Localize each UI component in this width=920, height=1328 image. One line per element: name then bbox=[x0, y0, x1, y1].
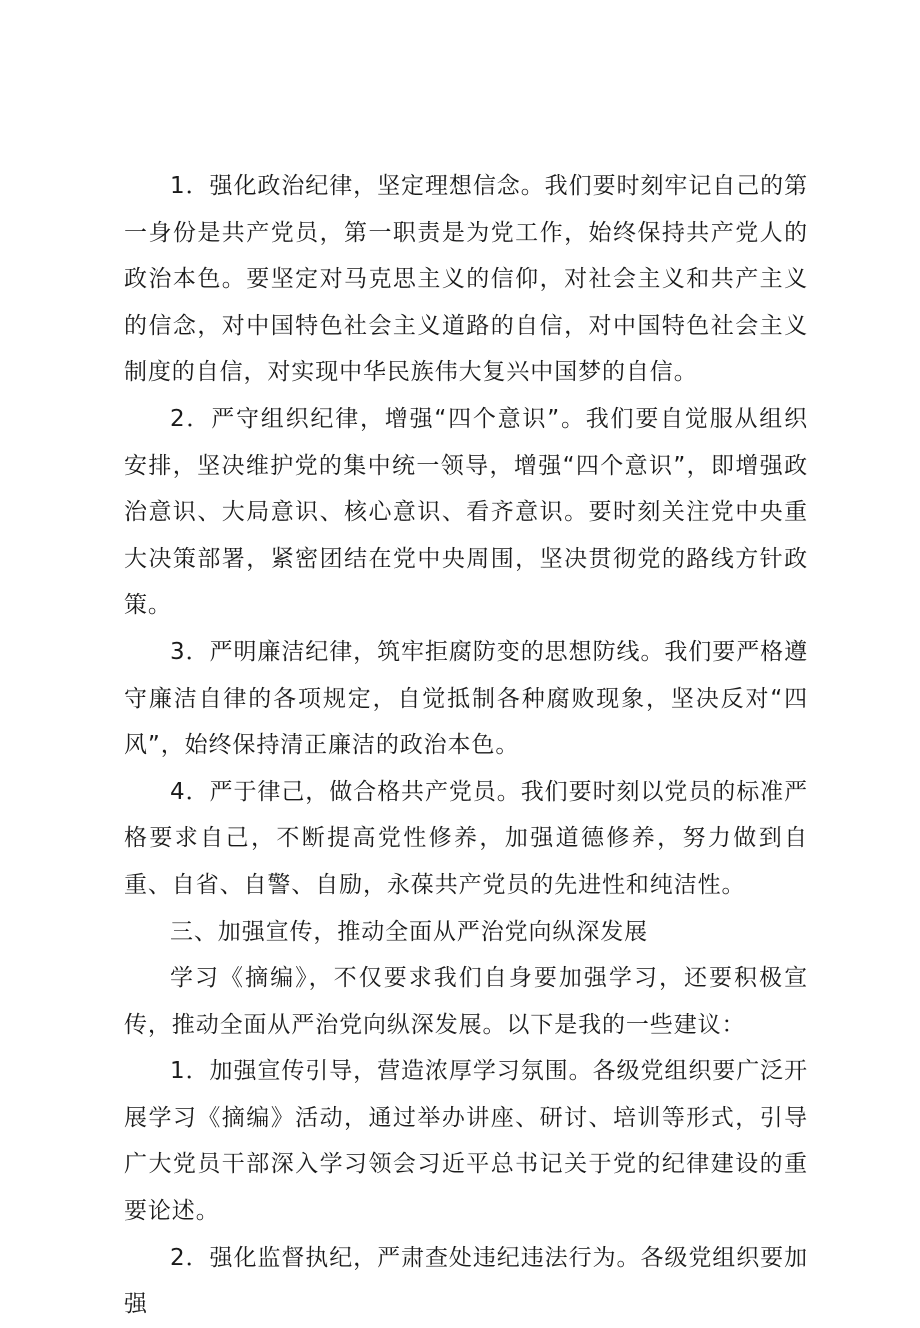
document-body bbox=[124, 163, 808, 1328]
paragraph-political-discipline: 1．强化政治纪律，坚定理想信念。我们要时刻牢记自己的第一身份是共产党员，第一职责是为党工作，始终保持共产党人的政治本色。要坚定对马克思主义的信仰，对社会主义和共产主义的信念，对中国特色社会主义道路的自信，对中国特色社会主义制度的自信，对实现中华民族伟大复兴中国梦的自信。 bbox=[124, 173, 808, 386]
paragraph-publicity-guidance: 1．加强宣传引导，营造浓厚学习氛围。各级党组织要广泛开展学习《摘编》活动，通过举办讲座、研讨、培训等形式，引导广大党员干部深入学习领会习近平总书记关于党的纪律建设的重要论述。 bbox=[124, 1058, 808, 1225]
paragraph-integrity-discipline: 3．严明廉洁纪律，筑牢拒腐防变的思想防线。我们要严格遵守廉洁自律的各项规定，自觉抵制各种腐败现象，坚决反对“四风”，始终保持清正廉洁的政治本色。 bbox=[124, 638, 808, 759]
paragraph-self-discipline: 4．严于律己，做合格共产党员。我们要时刻以党员的标准严格要求自己，不断提高党性修养，加强道德修养，努力做到自重、自省、自警、自励，永葆共产党员的先进性和纯洁性。 bbox=[124, 778, 808, 898]
section-heading-publicity: 三、加强宣传，推动全面从严治党向纵深发展 bbox=[170, 918, 648, 945]
paragraph-supervision: 2．强化监督执纪，严肃查处违纪违法行为。各级党组织要加强 bbox=[124, 1244, 808, 1318]
paragraph-organizational-discipline: 2．严守组织纪律，增强“四个意识”。我们要自觉服从组织安排，坚决维护党的集中统一领导，增强“四个意识”，即增强政治意识、大局意识、核心意识、看齐意识。要时刻关注党中央重大决策部署，紧密团结在党中央周围，坚决贯彻党的路线方针政策。 bbox=[124, 405, 808, 619]
paragraph-study-intro: 学习《摘编》，不仅要求我们自身要加强学习，还要积极宣传，推动全面从严治党向纵深发展。以下是我的一些建议： bbox=[124, 965, 808, 1038]
